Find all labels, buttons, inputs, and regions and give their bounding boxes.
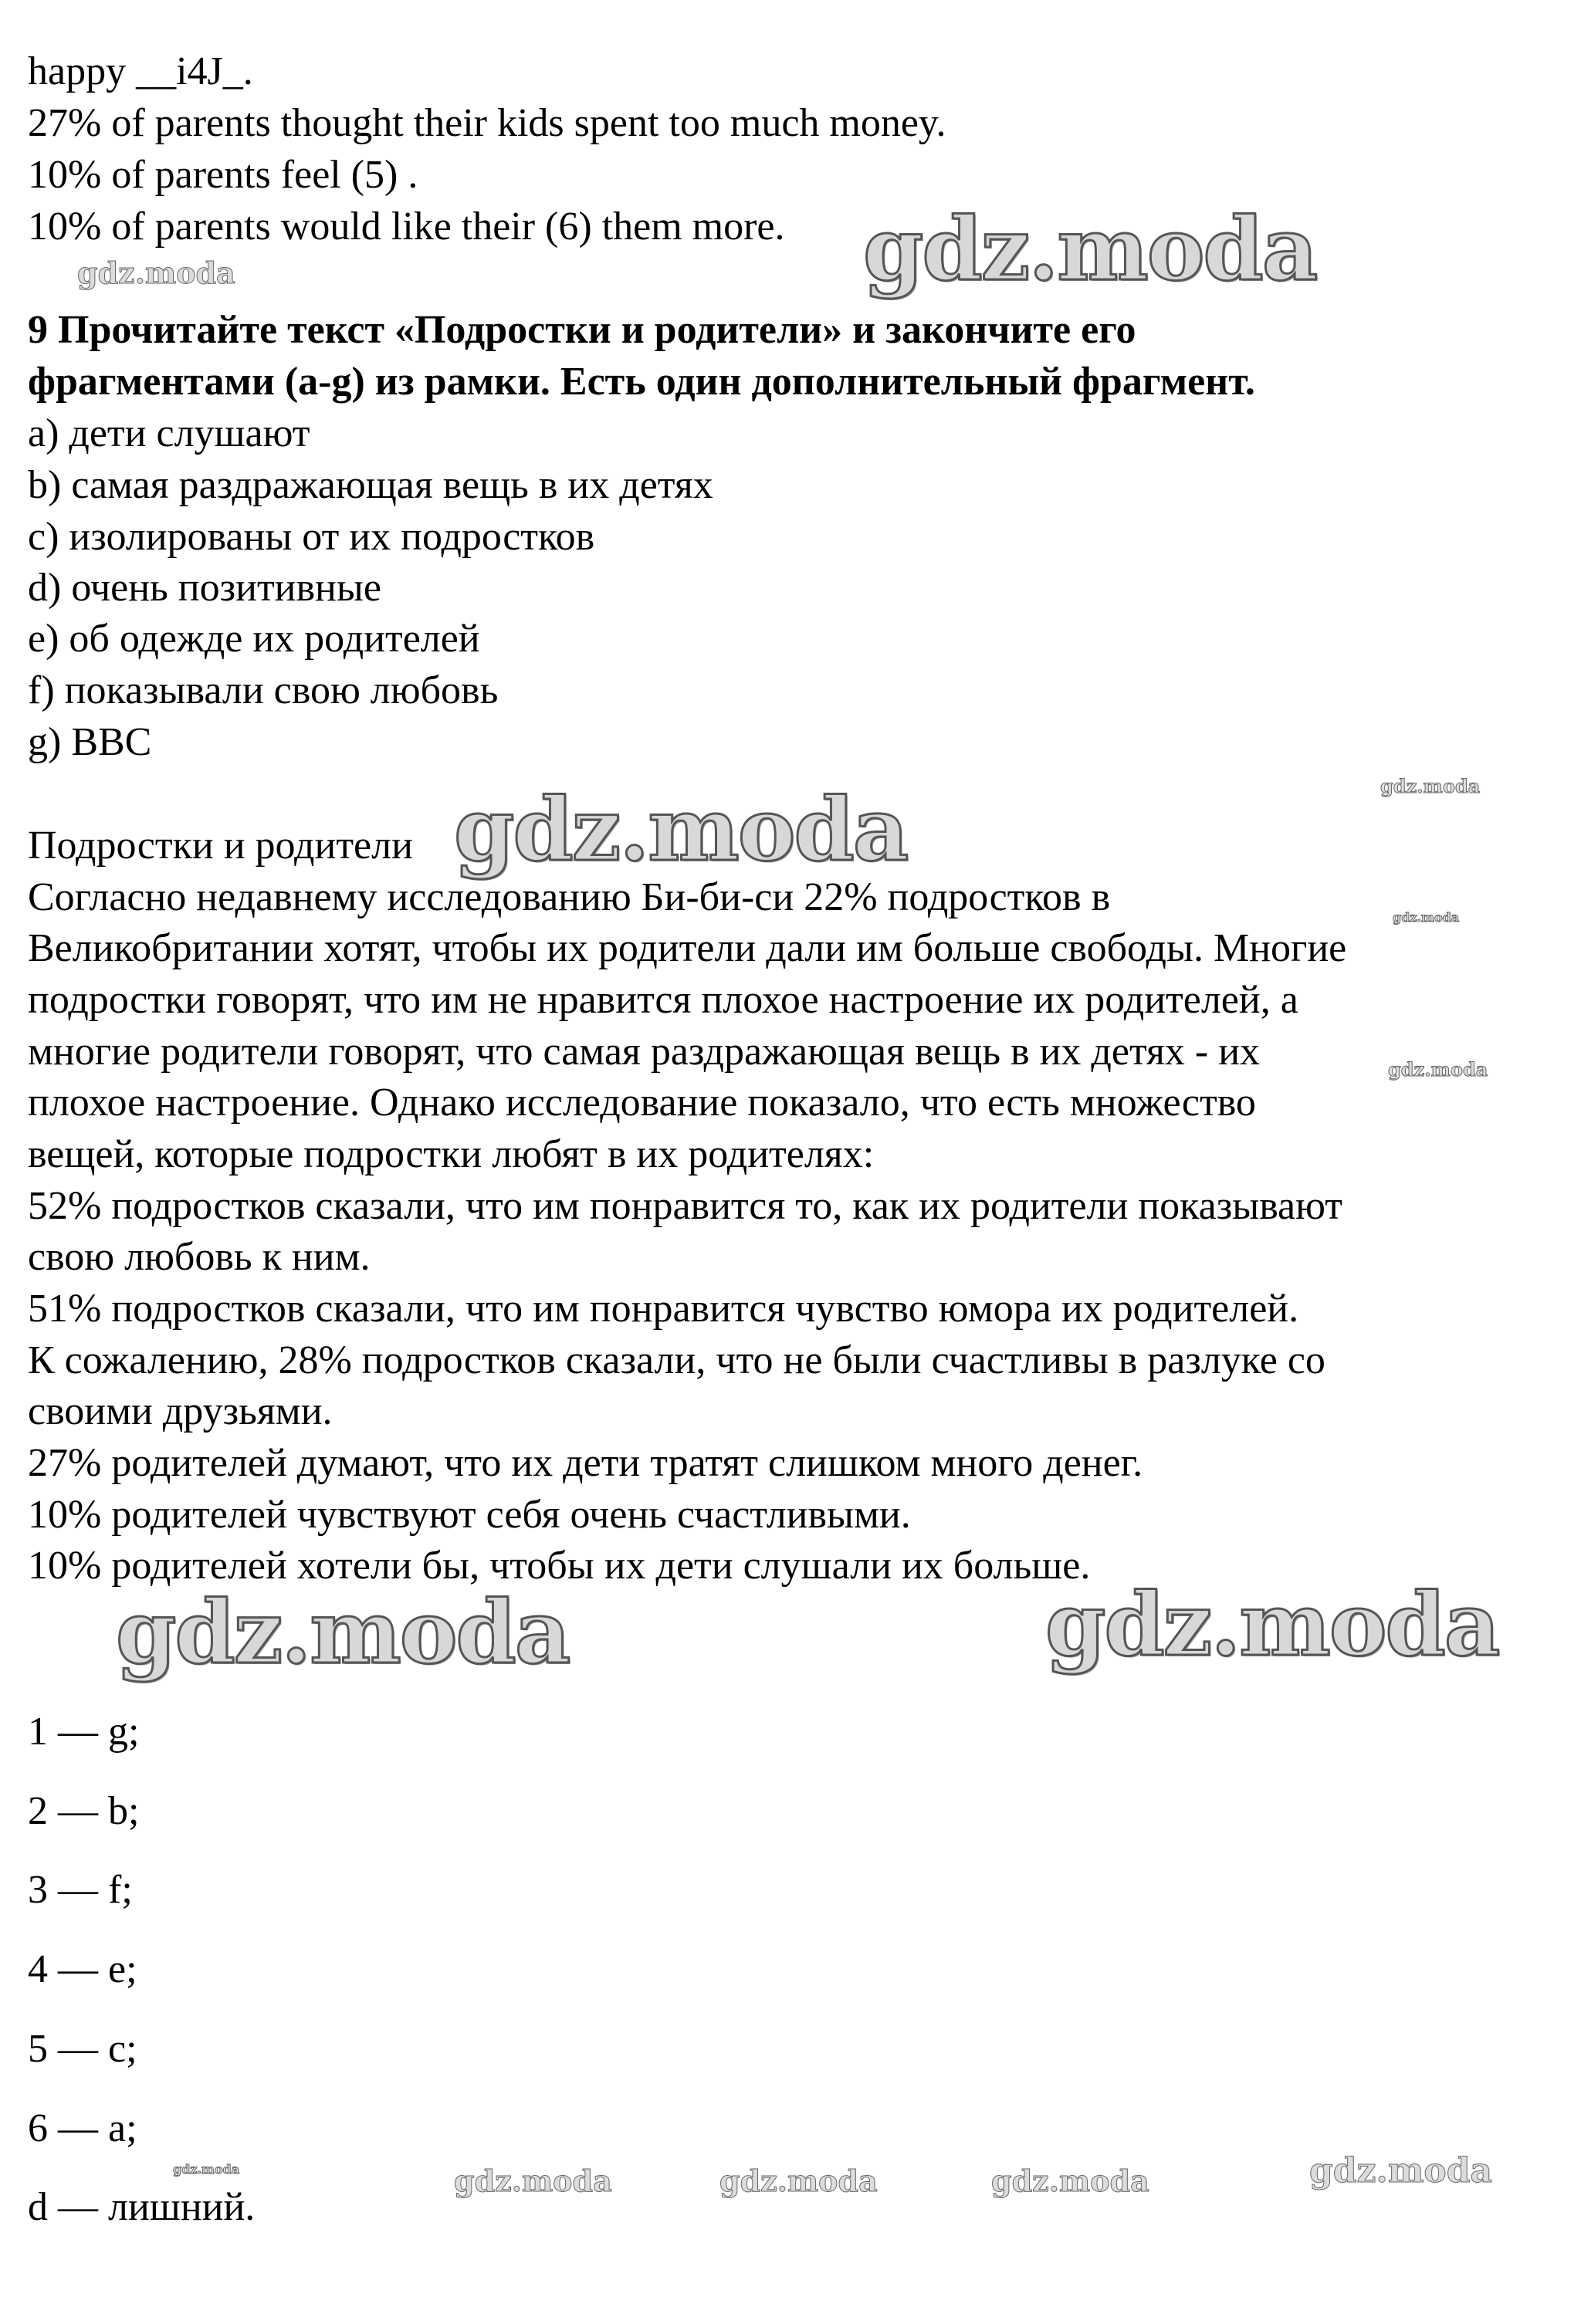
option-item: g) BBC <box>28 720 152 764</box>
option-item: a) дети слушают <box>28 411 310 455</box>
article-line: 51% подростков сказали, что им понравится чувство юмора их родителей. <box>28 1287 1299 1331</box>
watermark-logo: gdz.moda <box>77 255 235 290</box>
option-item: c) изолированы от их подростков <box>28 515 595 559</box>
article-line: свою любовь к ним. <box>28 1235 371 1279</box>
article-line: своими друзьями. <box>28 1389 333 1433</box>
article-line: плохое настроение. Однако исследование показало, что есть множество <box>28 1081 1256 1125</box>
top-line: 10% of parents would like their (6) them more. <box>28 205 785 249</box>
option-item: e) об одежде их родителей <box>28 617 480 661</box>
option-item: b) самая раздражающая вещь в их детях <box>28 463 713 507</box>
article-line: Великобритании хотят, чтобы их родители дали им больше свободы. Многие <box>28 926 1347 970</box>
answer-item: 2 — b; <box>28 1789 140 1833</box>
article-line: вещей, которые подростки любят в их родителях: <box>28 1132 875 1176</box>
answer-item: 1 — g; <box>28 1710 140 1754</box>
article-line: 10% родителей чувствуют себя очень счастливыми. <box>28 1493 911 1537</box>
article-line: К сожалению, 28% подростков сказали, что не были счастливы в разлуке со <box>28 1338 1325 1382</box>
article-title: Подростки и родители <box>28 824 413 868</box>
top-line: 27% of parents thought their kids spent too much money. <box>28 101 946 145</box>
watermark-logo: gdz.moda <box>1380 775 1481 797</box>
article-line: Согласно недавнему исследованию Би-би-си 22% подростков в <box>28 875 1111 919</box>
answer-item: 4 — e; <box>28 1947 137 1991</box>
option-item: f) показывали свою любовь <box>28 668 499 712</box>
task-heading-line-1: 9 Прочитайте текст «Подростки и родители» и закончите его <box>28 308 1136 352</box>
answer-item: 5 — c; <box>28 2027 137 2071</box>
watermark-logo: gdz.moda <box>454 2163 612 2198</box>
article-line: 52% подростков сказали, что им понравится то, как их родители показывают <box>28 1184 1343 1228</box>
task-heading-line-2: фрагментами (a-g) из рамки. Есть один дополнительный фрагмент. <box>28 360 1255 404</box>
watermark-logo: gdz.moda <box>1388 1058 1488 1081</box>
answer-item: d — лишний. <box>28 2185 256 2229</box>
watermark-logo: gdz.moda <box>116 1582 570 1683</box>
watermark-logo: gdz.moda <box>1393 910 1460 925</box>
watermark-logo: gdz.moda <box>1045 1575 1499 1676</box>
watermark-logo: gdz.moda <box>454 780 908 881</box>
watermark-logo: gdz.moda <box>1309 2151 1493 2190</box>
watermark-logo: gdz.moda <box>863 199 1317 300</box>
top-line: 10% of parents feel (5) . <box>28 153 418 197</box>
option-item: d) очень позитивные <box>28 566 381 610</box>
watermark-logo: gdz.moda <box>173 2162 240 2177</box>
article-line: многие родители говорят, что самая раздражающая вещь в их детях - их <box>28 1030 1261 1074</box>
article-line: подростки говорят, что им не нравится плохое настроение их родителей, а <box>28 978 1298 1022</box>
watermark-logo: gdz.moda <box>991 2163 1149 2198</box>
answer-item: 3 — f; <box>28 1868 133 1912</box>
watermark-logo: gdz.moda <box>719 2163 878 2198</box>
answer-item: 6 — a; <box>28 2106 137 2150</box>
article-line: 27% родителей думают, что их дети тратят слишком много денег. <box>28 1441 1143 1485</box>
article-line: 10% родителей хотели бы, чтобы их дети слушали их больше. <box>28 1544 1091 1588</box>
top-line: happy __i4J_. <box>28 49 253 93</box>
